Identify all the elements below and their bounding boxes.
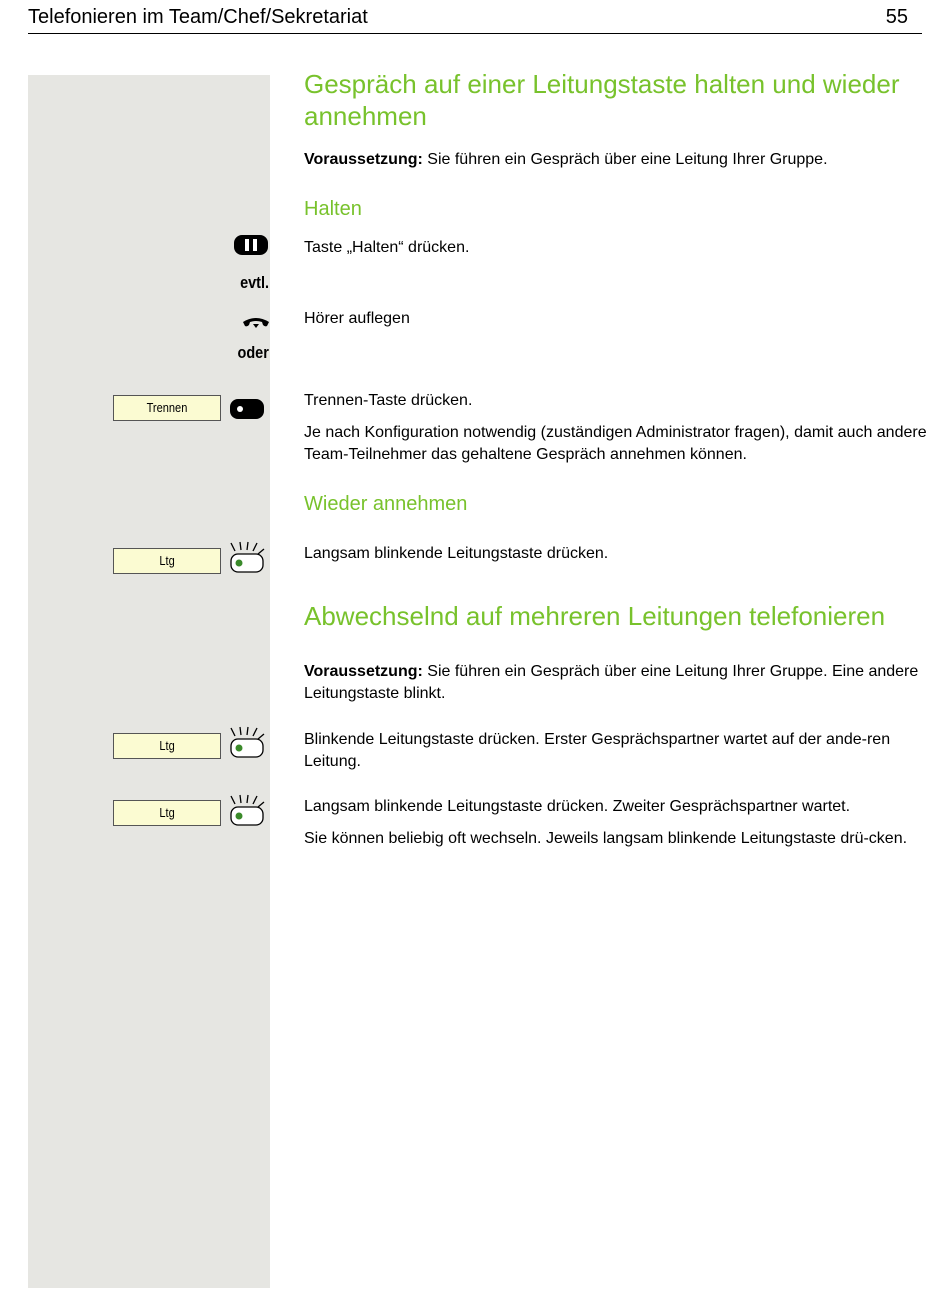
header-divider xyxy=(28,33,922,34)
section-title-hold: Gespräch auf einer Leitungstaste halten und wieder annehmen xyxy=(304,69,900,131)
subheading-wieder-annehmen: Wieder annehmen xyxy=(304,493,468,515)
prereq-alternate xyxy=(304,661,930,705)
prereq-label-2: Voraussetzung: xyxy=(304,663,423,680)
page-header-title: Telefonieren im Team/Chef/Sekretariat xyxy=(28,6,368,28)
ltg-key-2[interactable] xyxy=(113,800,221,826)
subheading-halten: Halten xyxy=(304,198,362,220)
step-switch-1: Blinkende Leitungstaste drücken. Erster Gesprächspartner wartet auf der ande-ren Leitung. xyxy=(304,731,891,770)
switch-note: Sie können beliebig oft wechseln. Jeweils langsam blinkende Leitungstaste drü-cken. xyxy=(304,830,908,847)
hold-key-icon[interactable] xyxy=(234,235,268,255)
ltg-key-2-label: Ltg xyxy=(159,805,175,820)
config-note: Je nach Konfiguration notwendig (zuständigen Administrator fragen), damit auch andere Team-Teilnehmer das gehaltene Gespräch annehmen können. xyxy=(304,424,927,463)
note-evtl: evtl. xyxy=(240,273,269,292)
step-trennen: Trennen-Taste drücken. xyxy=(304,392,473,409)
prereq-text: Sie führen ein Gespräch über eine Leitung Ihrer Gruppe. xyxy=(422,151,828,168)
disconnect-key-icon[interactable] xyxy=(230,399,264,419)
blinking-line-key-icon-2[interactable] xyxy=(228,794,266,827)
step-hold: Taste „Halten“ drücken. xyxy=(304,239,470,256)
section-title-alternate: Abwechselnd auf mehreren Leitungen telefonieren xyxy=(304,601,886,631)
trennen-key-label: Trennen xyxy=(146,400,188,415)
blinking-line-key-icon[interactable] xyxy=(228,541,266,574)
blinking-line-key-icon-1[interactable] xyxy=(228,726,266,759)
page-number: 55 xyxy=(885,6,908,28)
note-oder: oder xyxy=(237,343,269,362)
prereq-text-2: Sie führen ein Gespräch über eine Leitung Ihrer Gruppe. Eine andere Leitungstaste blinkt. xyxy=(304,663,919,702)
ltg-key-label: Ltg xyxy=(159,553,175,568)
prereq-label: Voraussetzung: xyxy=(304,151,423,168)
trennen-key[interactable] xyxy=(113,395,221,421)
ltg-key-1-label: Ltg xyxy=(159,738,175,753)
handset-icon xyxy=(242,316,270,330)
prereq-hold xyxy=(304,149,930,171)
step-resume: Langsam blinkende Leitungstaste drücken. xyxy=(304,545,609,562)
step-switch-2: Langsam blinkende Leitungstaste drücken. Zweiter Gesprächspartner wartet. xyxy=(304,798,851,815)
sidebar-column xyxy=(28,75,270,1288)
step-hangup: Hörer auflegen xyxy=(304,310,410,327)
ltg-key[interactable] xyxy=(113,548,221,574)
ltg-key-1[interactable] xyxy=(113,733,221,759)
